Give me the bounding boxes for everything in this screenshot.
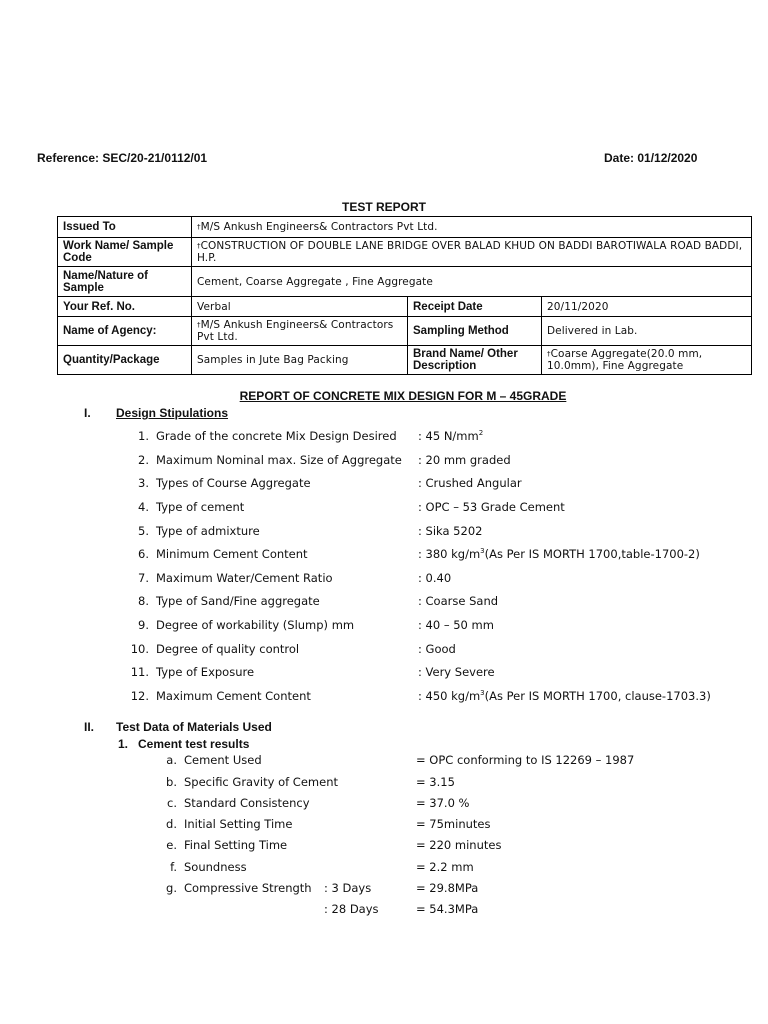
- item-number: 3.: [138, 476, 149, 490]
- item-label: Type of cement: [156, 500, 245, 514]
- item-label: Maximum Nominal max. Size of Aggregate: [156, 453, 402, 467]
- item-letter: d.: [166, 817, 177, 831]
- dagger-mark: †: [547, 350, 551, 358]
- your-ref-value: Verbal: [192, 297, 408, 317]
- item-value-cell: [418, 642, 456, 656]
- item-value: = 2.2 mm: [416, 860, 474, 874]
- item-letter: c.: [167, 796, 177, 810]
- item-label: Maximum Cement Content: [156, 689, 311, 703]
- item-age: : 28 Days: [324, 902, 379, 916]
- item-value-cell: [418, 571, 451, 585]
- receipt-date-label: Receipt Date: [408, 297, 542, 317]
- item-value: : 0.40: [418, 571, 452, 585]
- item-number: 6.: [138, 547, 149, 561]
- agency-cell: [192, 317, 408, 346]
- item-value: : Sika 5202: [418, 524, 483, 538]
- item-value: : Coarse Sand: [418, 594, 499, 608]
- item-value-cell: [418, 429, 483, 443]
- quantity-value: Samples in Jute Bag Packing: [192, 346, 408, 375]
- work-name-value: CONSTRUCTION OF DOUBLE LANE BRIDGE OVER BALAD KHUD ON BADDI BAROTIWALA ROAD BADDI, H.P.: [197, 240, 743, 264]
- mix-design-heading: REPORT OF CONCRETE MIX DESIGN FOR M – 45GRADE: [239, 389, 567, 403]
- item-number: 5.: [138, 524, 149, 538]
- item-number: 10.: [130, 642, 149, 656]
- item-age: : 3 Days: [324, 881, 372, 895]
- section-number: II.: [84, 720, 95, 734]
- work-name-label: Work Name/ Sample Code: [58, 238, 192, 267]
- item-number: 12.: [130, 689, 149, 703]
- nature-label: Name/Nature of Sample: [58, 267, 192, 297]
- item-value: = 29.8MPa: [416, 881, 479, 895]
- report-info-table: [57, 216, 752, 375]
- item-number: 8.: [138, 594, 149, 608]
- item-value: : OPC – 53 Grade Cement: [418, 500, 565, 514]
- item-number: 2.: [138, 453, 149, 467]
- item-value: = 54.3MPa: [416, 902, 479, 916]
- item-number: 9.: [138, 618, 149, 632]
- receipt-date-value: 20/11/2020: [542, 297, 752, 317]
- item-label: Standard Consistency: [184, 796, 310, 810]
- item-value: : 45 N/mm: [418, 429, 479, 443]
- item-number: 11.: [130, 665, 149, 679]
- brand-value: Coarse Aggregate(20.0 mm, 10.0mm), Fine Aggregate: [547, 348, 703, 372]
- item-letter: b.: [166, 775, 177, 789]
- item-label: Type of admixture: [156, 524, 260, 538]
- item-letter: f.: [170, 860, 177, 874]
- section-title: Design Stipulations: [116, 406, 229, 420]
- item-label: Grade of the concrete Mix Design Desired: [156, 429, 397, 443]
- item-label: Degree of quality control: [156, 642, 300, 656]
- item-label: Types of Course Aggregate: [156, 476, 311, 490]
- table-row: [58, 267, 752, 297]
- report-title: TEST REPORT: [341, 200, 426, 214]
- subsection-title: 1. Cement test results: [118, 737, 250, 751]
- item-value-cell: [418, 524, 482, 538]
- item-superscript: 3: [480, 689, 485, 697]
- item-value: : Crushed Angular: [418, 476, 522, 490]
- item-superscript: 3: [480, 547, 485, 555]
- table-row: [58, 217, 752, 238]
- item-value: = 220 minutes: [416, 838, 502, 852]
- item-value: : Good: [418, 642, 456, 656]
- item-value: = 75minutes: [416, 817, 491, 831]
- item-superscript: 2: [478, 429, 484, 437]
- table-row: [58, 297, 752, 317]
- work-name-cell: [192, 238, 752, 267]
- item-label: Final Setting Time: [184, 838, 288, 852]
- your-ref-label: Your Ref. No.: [58, 297, 192, 317]
- item-value-cell: [418, 500, 565, 514]
- issued-to-label: Issued To: [58, 217, 192, 238]
- item-label: Type of Sand/Fine aggregate: [156, 594, 320, 608]
- table-row: [58, 346, 752, 375]
- item-note: (As Per IS MORTH 1700,table-1700-2): [484, 547, 700, 561]
- quantity-label: Quantity/Package: [58, 346, 192, 375]
- item-letter: g.: [166, 881, 177, 895]
- item-letter: a.: [166, 753, 177, 767]
- table-row: [58, 238, 752, 267]
- dagger-mark: †: [197, 321, 201, 329]
- item-label: Maximum Water/Cement Ratio: [156, 571, 333, 585]
- item-value: = 37.0 %: [416, 796, 470, 810]
- issued-to-cell: [192, 217, 752, 238]
- item-label: Initial Setting Time: [184, 817, 293, 831]
- item-label: Minimum Cement Content: [156, 547, 308, 561]
- item-value: : 450 kg/m: [418, 689, 481, 703]
- item-number: 7.: [138, 571, 149, 585]
- item-value-cell: [418, 665, 495, 679]
- item-value: : 380 kg/m: [418, 547, 481, 561]
- item-value: : 40 – 50 mm: [418, 618, 494, 632]
- item-value-cell: [418, 453, 511, 467]
- dagger-mark: †: [197, 242, 201, 250]
- item-value: : Very Severe: [418, 665, 495, 679]
- item-note: (As Per IS MORTH 1700, clause-1703.3): [484, 689, 711, 703]
- item-letter: e.: [166, 838, 177, 852]
- item-label: Compressive Strength: [184, 881, 312, 895]
- section-number: I.: [84, 406, 91, 420]
- agency-value: M/S Ankush Engineers& Contractors Pvt Ltd.: [197, 319, 394, 343]
- item-number: 1.: [138, 429, 149, 443]
- item-number: 4.: [138, 500, 149, 514]
- sampling-method-value: Delivered in Lab.: [542, 317, 752, 346]
- item-value-cell: [418, 547, 700, 561]
- brand-cell: [542, 346, 752, 375]
- nature-value: Cement, Coarse Aggregate , Fine Aggregate: [192, 267, 752, 297]
- report-date: Date: 01/12/2020: [604, 151, 698, 165]
- item-label: Type of Exposure: [156, 665, 255, 679]
- brand-label: Brand Name/ Other Description: [408, 346, 542, 375]
- agency-label: Name of Agency:: [58, 317, 192, 346]
- issued-to-value: M/S Ankush Engineers& Contractors Pvt Ltd.: [200, 221, 438, 233]
- item-value-cell: [418, 689, 711, 703]
- item-value: = OPC conforming to IS 12269 – 1987: [416, 753, 635, 767]
- item-label: Cement Used: [184, 753, 262, 767]
- item-value: : 20 mm graded: [418, 453, 511, 467]
- sampling-method-label: Sampling Method: [408, 317, 542, 346]
- item-value-cell: [418, 594, 498, 608]
- item-value-cell: [418, 618, 494, 632]
- item-value: = 3.15: [416, 775, 455, 789]
- reference-number: Reference: SEC/20-21/0112/01: [37, 151, 208, 165]
- item-value-cell: [418, 476, 522, 490]
- dagger-mark: †: [197, 223, 201, 231]
- item-label: Specific Gravity of Cement: [184, 775, 338, 789]
- item-label: Degree of workability (Slump) mm: [156, 618, 355, 632]
- item-label: Soundness: [184, 860, 247, 874]
- table-row: [58, 317, 752, 346]
- section-title: Test Data of Materials Used: [116, 720, 272, 734]
